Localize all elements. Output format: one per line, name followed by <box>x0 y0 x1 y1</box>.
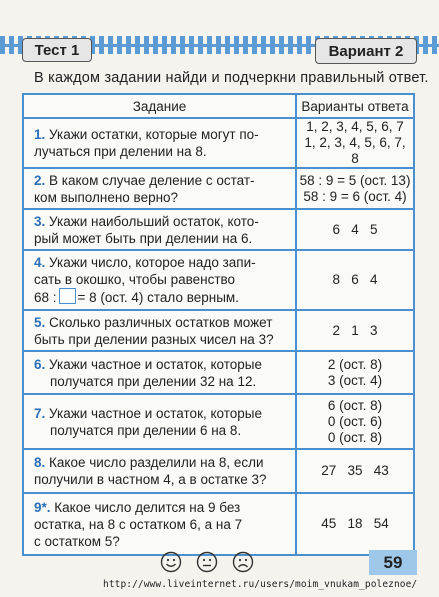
page-number: 59 <box>369 550 417 575</box>
task-number: 9*. <box>34 499 51 515</box>
table-row <box>23 310 414 351</box>
table-row <box>23 250 414 310</box>
task-cell <box>23 493 296 555</box>
happy-face-icon[interactable] <box>160 551 182 573</box>
task-number: 7. <box>34 405 46 421</box>
task-text-line: Укажи частное и остаток, которые <box>49 356 262 372</box>
task-number: 2. <box>34 172 46 188</box>
equation-left: 68 : <box>34 290 57 305</box>
task-cell <box>23 168 296 209</box>
task-text-line: рый может быть при делении на 6. <box>34 230 253 246</box>
tasks-table <box>22 93 415 556</box>
neutral-face-icon[interactable] <box>196 551 218 573</box>
table-row <box>23 449 414 493</box>
task-cell <box>23 310 296 351</box>
task-number: 5. <box>34 314 46 330</box>
answer-option[interactable]: 58 : 9 = 5 (ост. 13) <box>299 172 411 188</box>
answer-options[interactable]: 2 1 3 <box>296 310 414 351</box>
answer-option[interactable]: 2 (ост. 8) <box>327 356 383 372</box>
answer-cell <box>296 351 414 394</box>
table-row <box>23 351 414 394</box>
instruction-text: В каждом задании найди и подчеркни правильный ответ. <box>34 70 429 86</box>
task-cell <box>23 209 296 250</box>
task-text-line: Укажи остатки, которые могут по- <box>49 127 259 142</box>
answer-option[interactable]: 58 : 9 = 6 (ост. 4) <box>303 188 407 204</box>
task-text-line: Сколько различных остатков может <box>49 314 273 330</box>
answer-cell <box>296 394 414 449</box>
table-row <box>23 168 414 209</box>
source-url: http://www.liveinternet.ru/users/moim_vnukam_poleznoe/ <box>103 579 418 590</box>
answer-options[interactable]: 6 4 5 <box>296 209 414 250</box>
answer-option[interactable]: 0 (ост. 8) <box>327 429 383 445</box>
task-text-line: Какое число разделили на 8, если <box>49 455 264 470</box>
task-text-line: получатся при делении 6 на 8. <box>50 422 242 438</box>
task-text-line: получили в частном 4, а в остатке 3? <box>34 472 267 487</box>
answer-option[interactable]: 6 (ост. 8) <box>327 397 383 413</box>
variant-label: Вариант 2 <box>315 38 417 64</box>
task-text-line: с остатком 5? <box>34 533 120 549</box>
task-number: 8. <box>34 455 46 470</box>
task-text-line: Укажи частное и остаток, которые <box>49 405 262 421</box>
task-text-line: остатка, на 8 с остатком 6, а на 7 <box>34 516 243 532</box>
answer-cell <box>296 118 414 168</box>
task-number: 3. <box>34 213 46 229</box>
answer-options[interactable]: 45 18 54 <box>296 493 414 555</box>
task-text-line: Укажи наибольший остаток, кото- <box>49 213 259 229</box>
sad-face-icon[interactable] <box>232 551 254 573</box>
task-cell <box>23 351 296 394</box>
table-row <box>23 394 414 449</box>
answer-box <box>59 288 76 304</box>
task-cell <box>23 394 296 449</box>
answer-option[interactable]: 0 (ост. 6) <box>327 413 383 429</box>
task-number: 4. <box>34 255 46 270</box>
answer-option[interactable]: 3 (ост. 4) <box>327 372 383 388</box>
task-text-line: ком выполнено верно? <box>34 189 179 205</box>
task-text-line: быть при делении разных чисел на 3? <box>34 331 274 347</box>
table-header-row <box>23 94 414 118</box>
answer-options[interactable]: 27 35 43 <box>296 449 414 493</box>
task-text-line: Укажи число, которое надо запи- <box>49 255 256 270</box>
column-header-task: Задание <box>23 94 296 118</box>
answer-cell <box>296 168 414 209</box>
task-number: 1. <box>34 127 46 142</box>
task-text-line: лучаться при делении на 8. <box>34 144 207 159</box>
task-text-line: получатся при делении 32 на 12. <box>50 373 257 389</box>
answer-options[interactable]: 8 6 4 <box>296 250 414 310</box>
task-text-line: сать в окошко, чтобы равенство <box>34 272 236 287</box>
task-text-line: В каком случае деление с остат- <box>49 172 255 188</box>
answer-option[interactable]: 1, 2, 3, 4, 5, 6, 7, 8 <box>304 135 406 166</box>
task-number: 6. <box>34 356 46 372</box>
task-text-line: Какое число делится на 9 без <box>54 499 241 515</box>
equation-right: = 8 (ост. 4) стало верным. <box>77 290 239 305</box>
task-cell <box>23 449 296 493</box>
table-row <box>23 118 414 168</box>
test-label: Тест 1 <box>22 38 92 62</box>
answer-option[interactable]: 1, 2, 3, 4, 5, 6, 7 <box>306 119 404 134</box>
table-row <box>23 493 414 555</box>
column-header-answers: Варианты ответа <box>296 94 414 118</box>
self-assessment-faces <box>160 551 254 573</box>
table-row <box>23 209 414 250</box>
task-cell <box>23 250 296 310</box>
task-cell <box>23 118 296 168</box>
